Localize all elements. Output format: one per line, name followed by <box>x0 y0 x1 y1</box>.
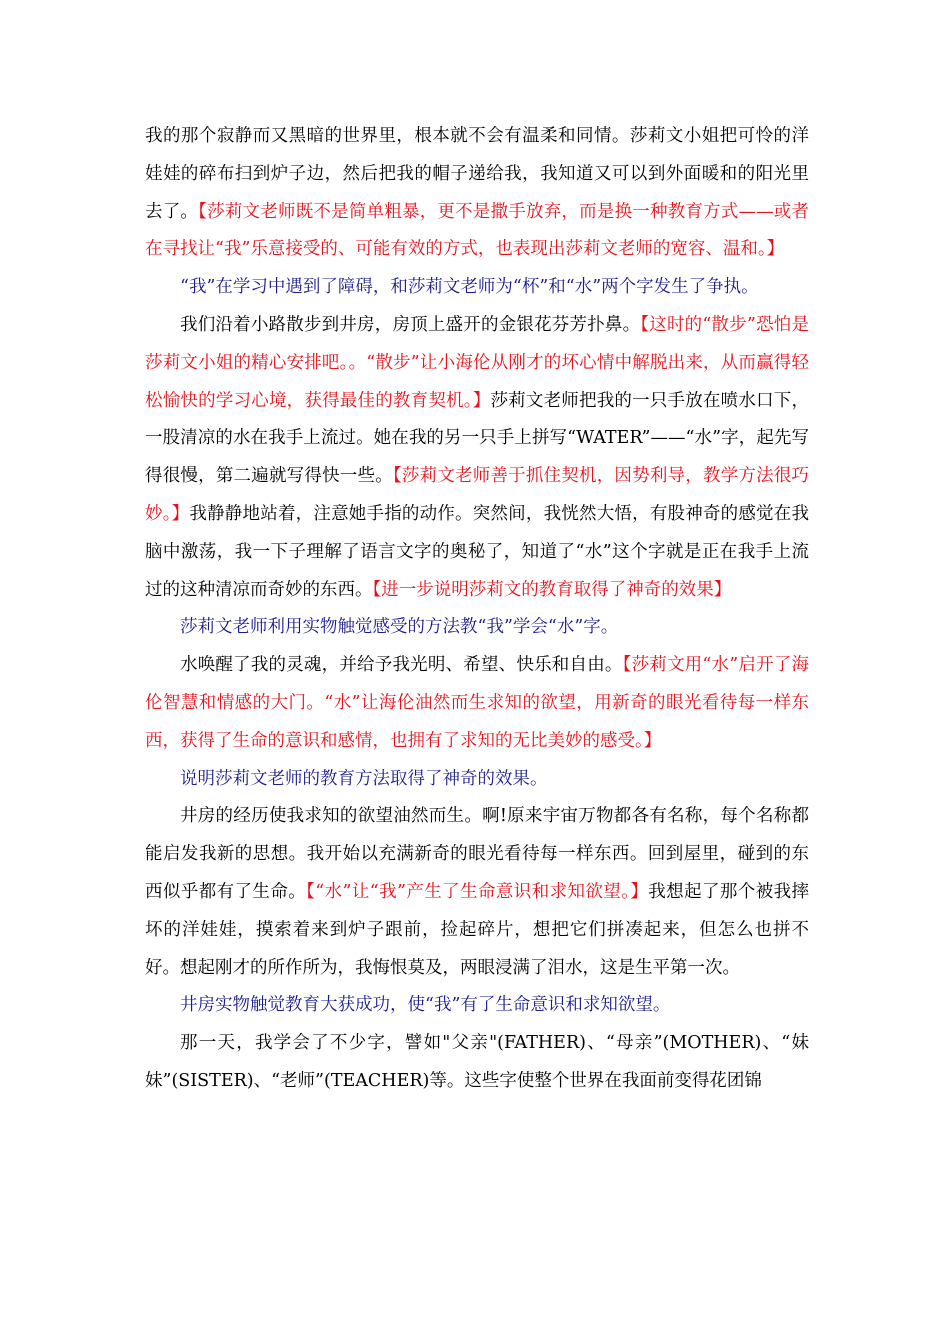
document-page <box>145 118 809 1101</box>
summary-text: 莎莉文老师利用实物触觉感受的方法教“我”学会“水”字。 <box>180 617 619 638</box>
paragraph-summary-obstacle <box>145 269 809 307</box>
summary-text: “我”在学习中遇到了障碍，和莎莉文老师为“杯”和“水”两个字发生了争执。 <box>180 277 759 298</box>
body-text: 莎莉文老师把我的一只手放在喷水口下，一股清凉的水在我手上流过。她在我的另一只手上拼写“WATER”——“水”字，起先写得很慢，第二遍就写得快一些。 <box>145 390 810 487</box>
body-text: 那一天，我学会了不少字，譬如"父亲"(FATHER)、“母亲”(MOTHER)、“妹妹”(SISTER)、“老师”(TEACHER)等。这些字使整个世界在我面前变得花团锦 <box>145 1033 809 1091</box>
paragraph-summary-success <box>145 987 809 1025</box>
summary-text: 井房实物触觉教育大获成功，使“我”有了生命意识和求知欲望。 <box>180 995 671 1016</box>
body-text: 井房的经历使我求知的欲望油然而生。啊!原来宇宙万物都各有名称，每个名称都能启发我新的思想。我开始以充满新奇的眼光看待每一样东西。回到屋里，碰到的东西似乎都有了生命。 <box>145 806 809 902</box>
paragraph-well-house-walk <box>145 307 809 609</box>
commentary-text: 【进一步说明莎莉文的教育取得了神奇的效果】 <box>372 579 732 600</box>
commentary-text: 【“水”让“我”产生了生命意识和求知欲望。】 <box>306 881 649 902</box>
paragraph-summary-effect <box>145 761 809 799</box>
body-text: 我想起了那个被我摔坏的洋娃娃，摸索着来到炉子跟前，捡起碎片，想把它们拼凑起来，但怎么也拼不好。想起刚才的所作所为，我悔恨莫及，两眼浸满了泪水，这是生平第一次。 <box>145 881 810 978</box>
paragraph-water-awakening <box>145 647 809 760</box>
body-text: 我们沿着小路散步到井房，房顶上盛开的金银花芬芳扑鼻。 <box>180 314 641 335</box>
commentary-text: 【这时的“散步”恐怕是莎莉文小姐的精心安排吧。。“散步”让小海伦从刚才的坏心情中解脱出来，从而赢得轻松愉快的学习心境，获得最佳的教育契机。】 <box>145 314 809 411</box>
paragraph-cleanup-commentary <box>145 118 809 269</box>
paragraph-new-words <box>145 1025 809 1101</box>
body-text: 我静静地站着，注意她手指的动作。突然间，我恍然大悟，有股神奇的感觉在我脑中激荡，我一下子理解了语言文字的奥秘了，知道了“水”这个字就是正在我手上流过的这种清凉而奇妙的东西。 <box>145 503 810 600</box>
commentary-text: 【莎莉文用“水”启开了海伦智慧和情感的大门。“水”让海伦油然而生求知的欲望，用新奇的眼光看待每一样东西，获得了生命的意识和感情，也拥有了求知的无比美妙的感受。】 <box>145 655 809 751</box>
paragraph-summary-water <box>145 609 809 647</box>
body-text: 我的那个寂静而又黑暗的世界里，根本就不会有温柔和同情。莎莉文小姐把可怜的洋娃娃的碎布扫到炉子边，然后把我的帽子递给我，我知道又可以到外面暖和的阳光里去了。 <box>145 126 809 222</box>
commentary-text: 【莎莉文老师既不是简单粗暴，更不是撒手放弃，而是换一种教育方式——或者在寻找让“我”乐意接受的、可能有效的方式，也表现出莎莉文老师的宽容、温和。】 <box>145 201 810 260</box>
body-text: 水唤醒了我的灵魂，并给予我光明、希望、快乐和自由。 <box>180 655 623 676</box>
commentary-text: 【莎莉文老师善于抓住契机，因势利导，教学方法很巧妙。】 <box>145 466 810 524</box>
summary-text: 说明莎莉文老师的教育方法取得了神奇的效果。 <box>180 768 548 789</box>
paragraph-desire-to-learn <box>145 798 809 987</box>
